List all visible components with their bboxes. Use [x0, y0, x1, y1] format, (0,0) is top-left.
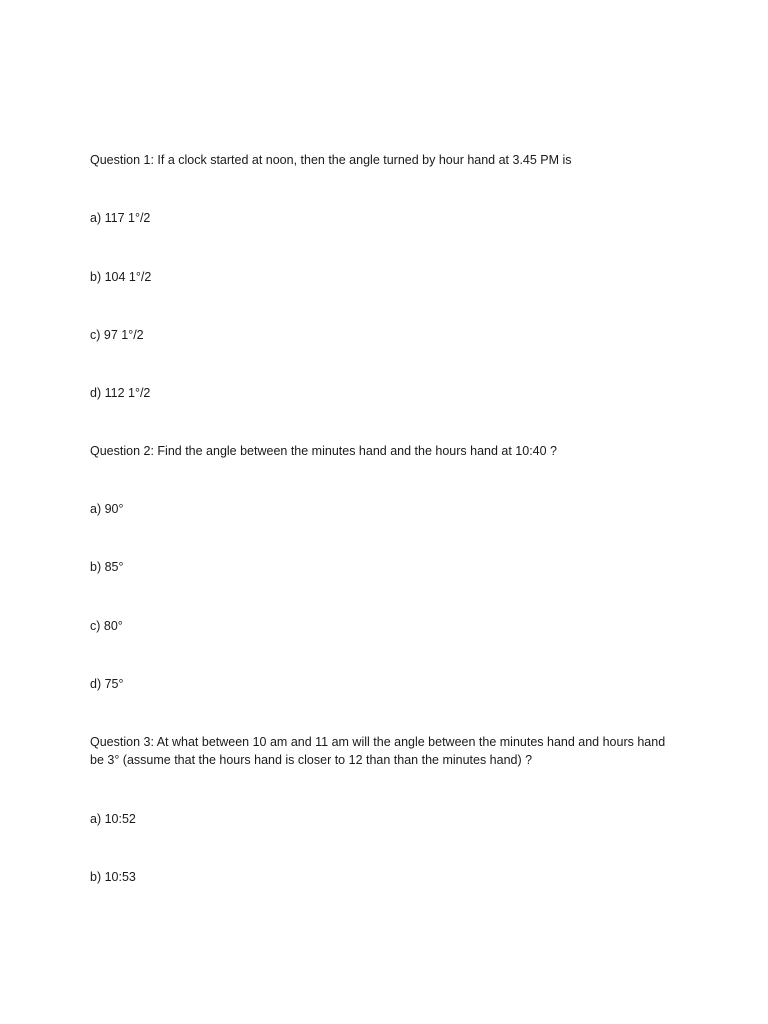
- question-2-option-c: c) 80°: [90, 619, 123, 633]
- question-3-option-a: a) 10:52: [90, 812, 136, 826]
- question-1-text: Question 1: If a clock started at noon, then the angle turned by hour hand at 3.45 PM is: [90, 153, 572, 167]
- question-3-text: Question 3: At what between 10 am and 11 am will the angle between the minutes hand and hours hand be 3° (assume that the hours hand is closer to 12 than than the minutes hand) ?: [90, 735, 666, 767]
- question-2-option-b: b) 85°: [90, 560, 124, 574]
- question-1-option-c: c) 97 1°/2: [90, 328, 144, 342]
- question-3-option-b: b) 10:53: [90, 870, 136, 884]
- question-1-option-d: d) 112 1°/2: [90, 386, 151, 400]
- question-2-text: Question 2: Find the angle between the minutes hand and the hours hand at 10:40 ?: [90, 444, 558, 458]
- question-2-option-d: d) 75°: [90, 677, 124, 691]
- question-1-option-a: a) 117 1°/2: [90, 211, 151, 225]
- question-2-option-a: a) 90°: [90, 502, 124, 516]
- question-1-option-b: b) 104 1°/2: [90, 270, 152, 284]
